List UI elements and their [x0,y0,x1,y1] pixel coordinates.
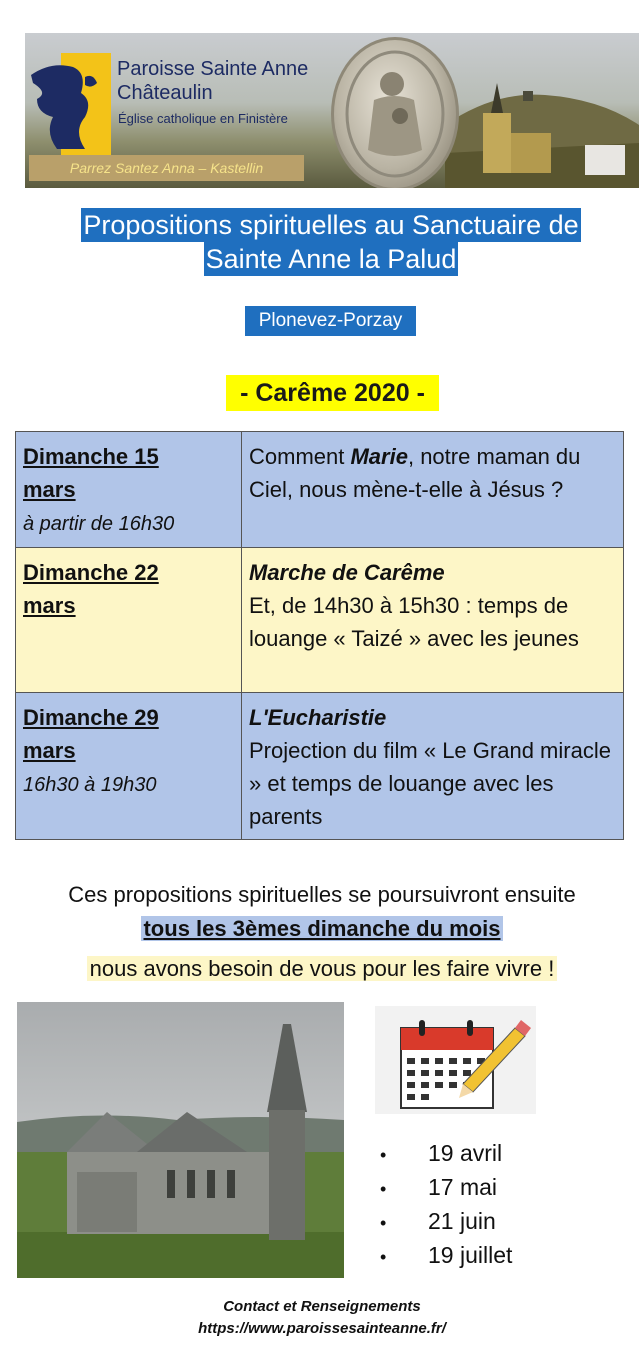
contact-label: Contact et Renseignements [223,1298,421,1315]
description-emphasis: Marie [350,444,408,469]
date-month: mars [23,738,76,763]
church-photo [17,1002,344,1278]
date-text: 19 avril [428,1140,503,1166]
continuation-highlight: tous les 3èmes dimanche du mois [143,916,501,941]
table-row [16,432,624,548]
date-text: 19 juillet [428,1242,513,1268]
description-text: , notre maman du Ciel, nous mène-t-elle à Jésus ? [249,444,581,502]
program-table [15,431,624,840]
description-cell [242,693,624,840]
contact-url[interactable]: https://www.paroissesainteanne.fr/ [198,1320,446,1337]
list-item [380,1238,512,1272]
date-cell [16,548,242,693]
logo-subtitle: Châteaulin [117,82,213,104]
date-day: Dimanche 15 [23,444,159,469]
page-title [58,208,604,276]
description-emphasis: L'Eucharistie [249,705,387,730]
date-text: 17 mai [428,1174,498,1200]
continuation-appeal: nous avons besoin de vous pour les faire vivre ! [87,956,558,981]
calendar-icon [375,1006,536,1114]
date-time: à partir de 16h30 [23,513,175,535]
title-line-1: Propositions spirituelles au Sanctuaire de [83,210,579,240]
date-cell [16,432,242,548]
logo-tagline: Église catholique en Finistère [118,111,288,126]
bullet-icon: • [380,1213,387,1233]
continuation-line-2 [0,914,644,944]
header-banner [25,33,639,188]
continuation-line-1: Ces propositions spirituelles se poursuivront ensuite [68,882,576,907]
logo-breton-motto: Parrez Santez Anna – Kastellin [29,155,304,181]
description-text: Et, de 14h30 à 15h30 : temps de louange « Taizé » avec les jeunes [249,593,579,651]
dates-list [380,1136,512,1272]
list-item [380,1204,512,1238]
title-line-2: Sainte Anne la Palud [205,244,457,274]
list-item [380,1170,512,1204]
table-row [16,693,624,840]
table-row [16,548,624,693]
date-month: mars [23,477,76,502]
careme-heading: - Carême 2020 - [226,375,439,411]
description-cell [242,432,624,548]
place-label: Plonevez-Porzay [245,306,416,336]
contact-block [0,1296,644,1340]
bullet-icon: • [380,1145,387,1165]
parish-logo-icon [31,53,111,161]
description-cell [242,548,624,693]
bullet-icon: • [380,1179,387,1199]
description-emphasis: Marche de Carême [249,560,445,585]
description-text: Comment [249,444,351,469]
date-text: 21 juin [428,1208,496,1234]
description-text: Projection du film « Le Grand miracle » et temps de louange avec les parents [249,738,611,829]
logo-title: Paroisse Sainte Anne [117,58,309,80]
date-day: Dimanche 29 [23,705,159,730]
date-cell [16,693,242,840]
bullet-icon: • [380,1247,387,1267]
list-item [380,1136,512,1170]
medal-image [331,37,459,188]
date-time: 16h30 à 19h30 [23,774,157,796]
continuation-line-3 [0,953,644,985]
date-day: Dimanche 22 [23,560,159,585]
date-month: mars [23,593,76,618]
